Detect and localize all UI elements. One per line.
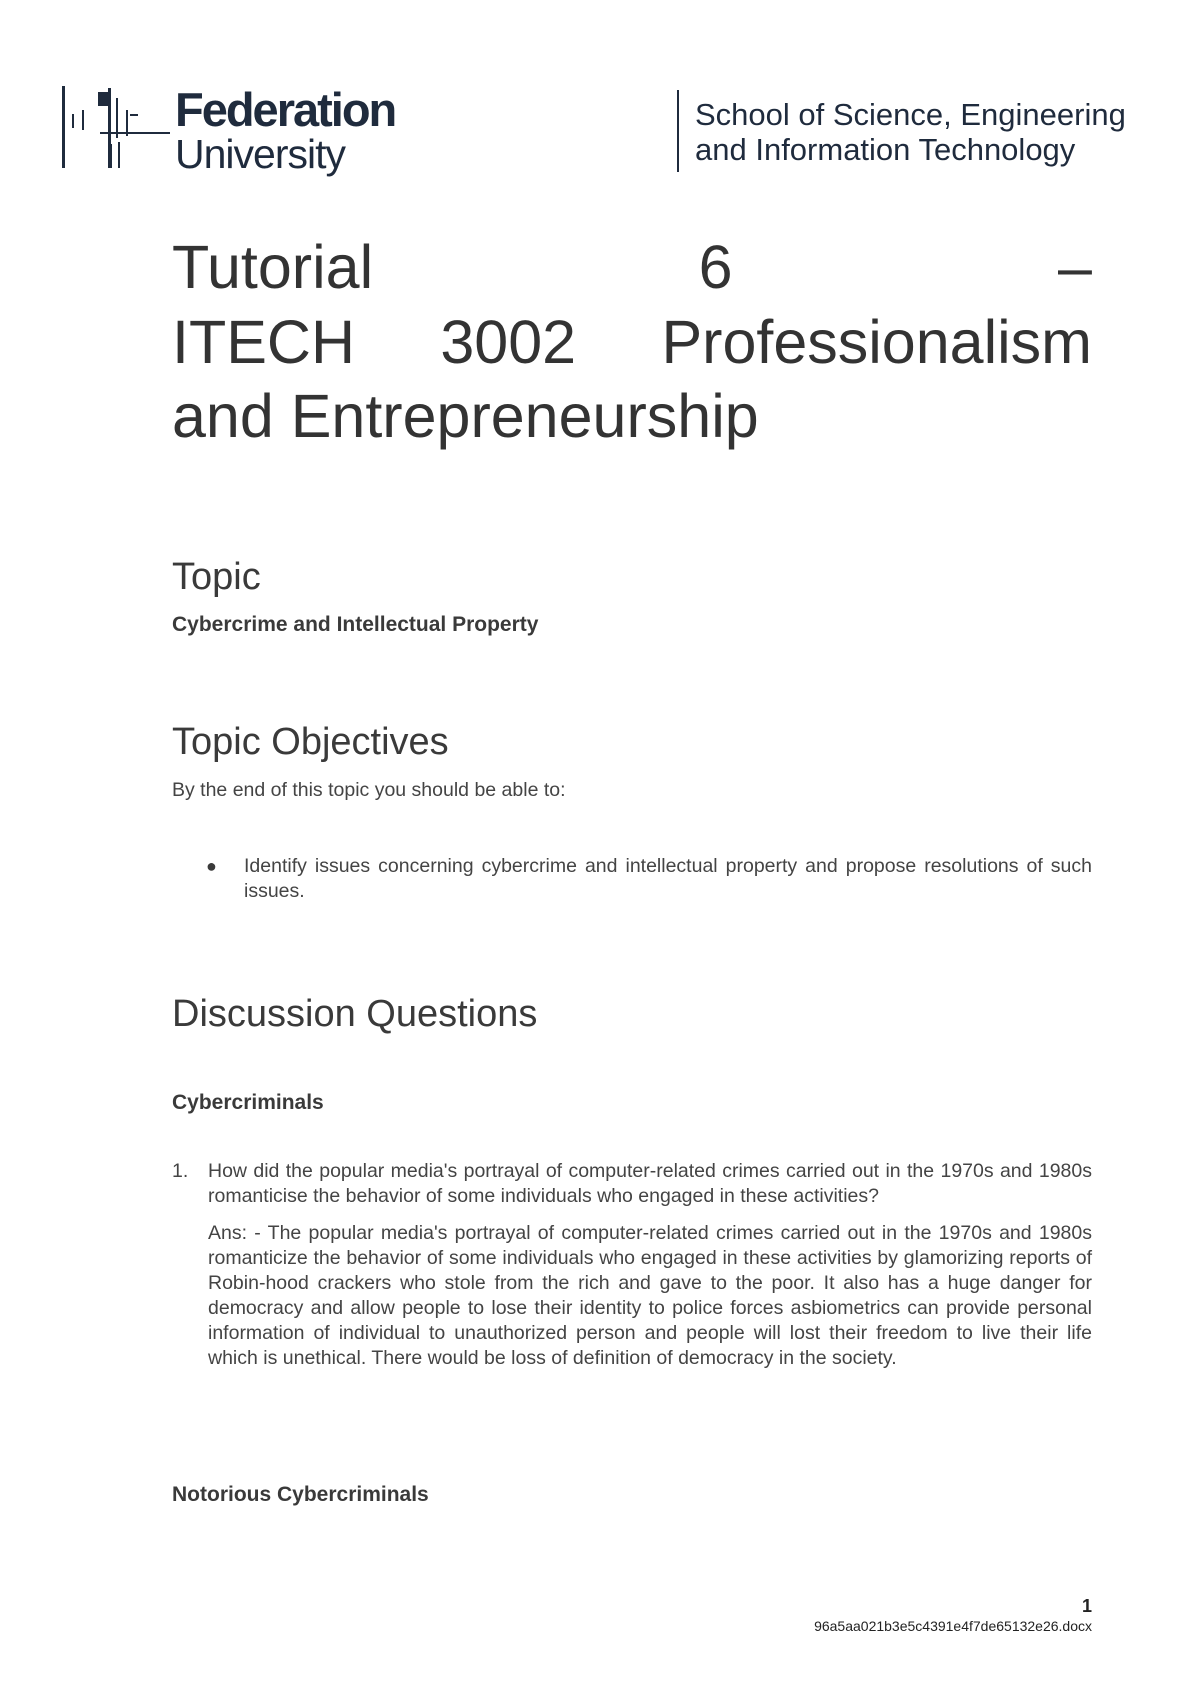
bullet-icon: ● bbox=[206, 856, 217, 876]
title-word: Professionalism bbox=[661, 308, 1092, 376]
title-word: ITECH bbox=[172, 308, 355, 376]
page-number: 1 bbox=[1081, 1596, 1092, 1616]
objectives-intro: By the end of this topic you should be able to: bbox=[172, 779, 566, 801]
file-name: 96a5aa021b3e5c4391e4f7de65132e26.docx bbox=[814, 1618, 1092, 1634]
objective-list-item: Identify issues concerning cybercrime and intellectual property and propose resolutions of such issues. bbox=[244, 855, 1092, 902]
section-heading-cybercriminals: Cybercriminals bbox=[172, 1091, 324, 1114]
topic-subtitle: Cybercrime and Intellectual Property bbox=[172, 613, 539, 636]
title-word: 3002 bbox=[440, 308, 577, 376]
question-number: 1. bbox=[172, 1160, 189, 1182]
header-divider bbox=[677, 90, 679, 172]
answer-text: Ans: - The popular media's portrayal of computer-related crimes carried out in the 1970s and 1980s romanticize the behavior of some individuals who engaged in these activities by glamorizing reports of Robin-hood crackers who stole from the rich and gave to the poor. It also has a huge danger for democracy and allow people to lose their identity to police forces asbiometrics can provide personal information of individual to unauthorized person and people will lost their freedom to live their life which is unethical. There would be loss of definition of democracy in the society. bbox=[208, 1222, 1092, 1369]
document-title-line3: and Entrepreneurship bbox=[172, 382, 759, 450]
federation-university-logo-icon bbox=[60, 84, 170, 172]
document-title-line1 bbox=[172, 233, 1092, 301]
title-word: 6 bbox=[698, 233, 733, 301]
title-word: – bbox=[1058, 233, 1092, 301]
objectives-heading: Topic Objectives bbox=[172, 721, 449, 763]
section-heading-notorious-cybercriminals: Notorious Cybercriminals bbox=[172, 1483, 429, 1506]
university-name-line2: University bbox=[175, 131, 345, 177]
title-word: Tutorial bbox=[172, 233, 374, 301]
discussion-heading: Discussion Questions bbox=[172, 993, 538, 1035]
document-title-line2 bbox=[172, 308, 1092, 376]
school-name-line1: School of Science, Engineering bbox=[695, 97, 1126, 132]
topic-heading: Topic bbox=[172, 556, 261, 598]
university-name-line1: Federation bbox=[175, 83, 396, 136]
question-text: How did the popular media's portrayal of computer-related crimes carried out in the 1970s and 1980s romanticise the behavior of some individuals who engaged in these activities? bbox=[208, 1160, 1092, 1207]
school-name-line2: and Information Technology bbox=[695, 132, 1076, 167]
